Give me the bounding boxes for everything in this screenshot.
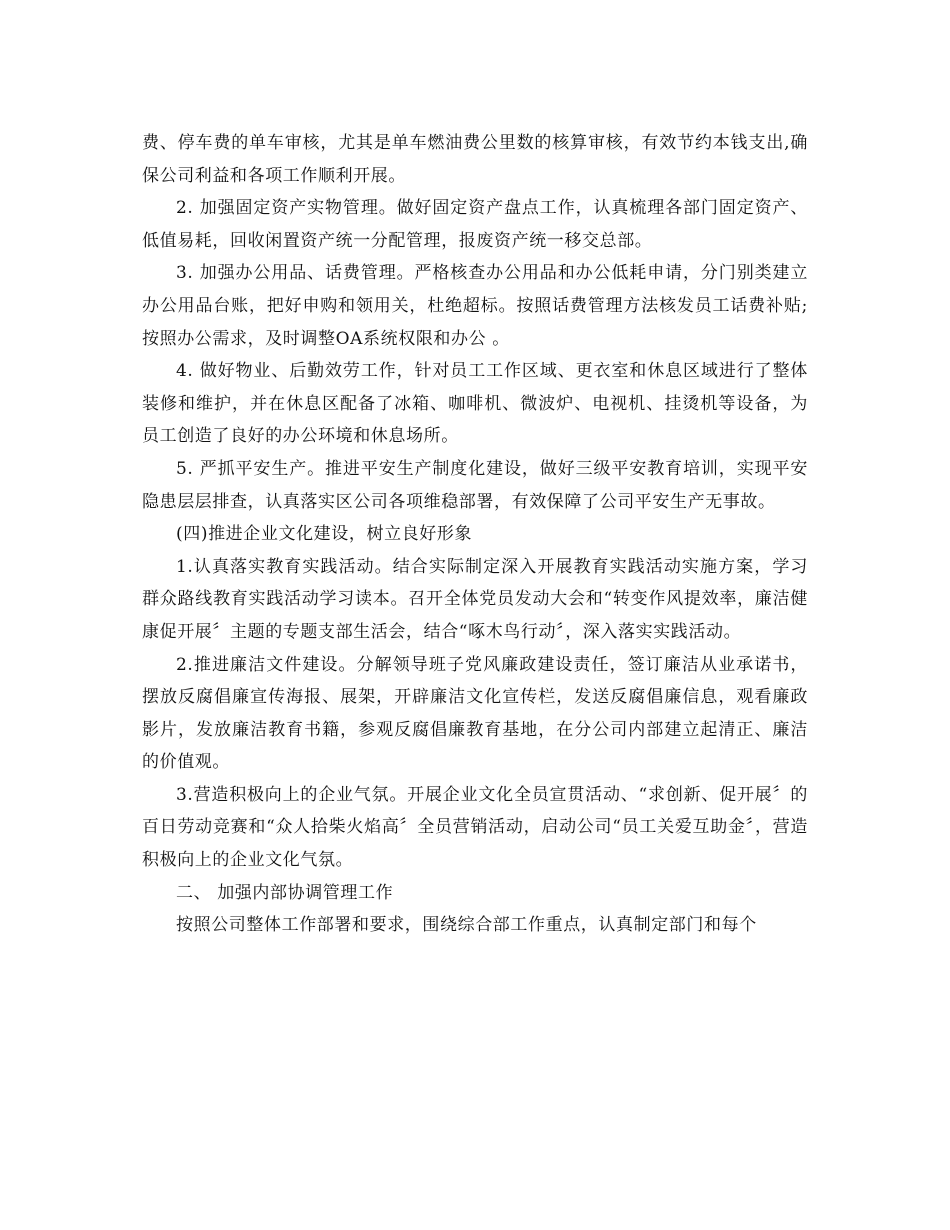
section-heading-internal-coordination: 二、 加强内部协调管理工作	[176, 882, 394, 903]
paragraph-item-3-office-supplies: 3. 加强办公用品、话费管理。严格核查办公用品和办公低耗申请，分门别类建立办公用品台账，把好申购和领用关，杜绝超标。按照话费管理方法核发员工话费补贴;按照办公需求，及时调整OA系统权限和办公 。	[142, 263, 808, 349]
paragraph-item-5-safety: 5. 严抓平安生产。推进平安生产制度化建设，做好三级平安教育培训，实现平安隐患层层排查，认真落实区公司各项维稳部署，有效保障了公司平安生产无事故。	[142, 458, 808, 512]
paragraph-continuation: 费、停车费的单车审核，尤其是单车燃油费公里数的核算审核，有效节约本钱支出,确保公司利益和各项工作顺利开展。	[142, 133, 808, 186]
section-heading-culture: (四)推进企业文化建设，树立良好形象	[176, 524, 473, 545]
paragraph-culture-item-3: 3.营造积极向上的企业气氛。开展企业文化全员宣贯活动、“求创新、促开展〞的百日劳动竞赛和“众人拾柴火焰高〞全员营销活动，启动公司“员工关爱互助金〞，营造积极向上的企业文化气氛。	[142, 784, 808, 871]
paragraph-item-4-logistics: 4. 做好物业、后勤效劳工作，针对员工工作区域、更衣室和休息区域进行了整体装修和维护，并在休息区配备了冰箱、咖啡机、微波炉、电视机、挂烫机等设备，为员工创造了良好的办公环境和休息场所。	[142, 361, 808, 447]
paragraph-culture-item-1: 1.认真落实教育实践活动。结合实际制定深入开展教育实践活动实施方案，学习群众路线教育实践活动学习读本。召开全体党员发动大会和“转变作风提效率，廉洁健康促开展〞主题的专题支部生活会，结合“啄木鸟行动〞，深入落实实践活动。	[142, 556, 808, 642]
document-body	[142, 127, 808, 942]
paragraph-item-2-fixed-assets: 2. 加强固定资产实物管理。做好固定资产盘点工作，认真梳理各部门固定资产、低值易耗，回收闲置资产统一分配管理，报废资产统一移交总部。	[142, 198, 808, 251]
paragraph-culture-item-2: 2.推进廉洁文件建设。分解领导班子党风廉政建设责任，签订廉洁从业承诺书，摆放反腐倡廉宣传海报、展架，开辟廉洁文化宣传栏，发送反腐倡廉信息，观看廉政影片，发放廉洁教育书籍，参观反腐倡廉教育基地，在分公司内部建立起清正、廉洁的价值观。	[142, 654, 808, 773]
paragraph-internal-coordination: 按照公司整体工作部署和要求，围绕综合部工作重点，认真制定部门和每个	[176, 915, 757, 936]
